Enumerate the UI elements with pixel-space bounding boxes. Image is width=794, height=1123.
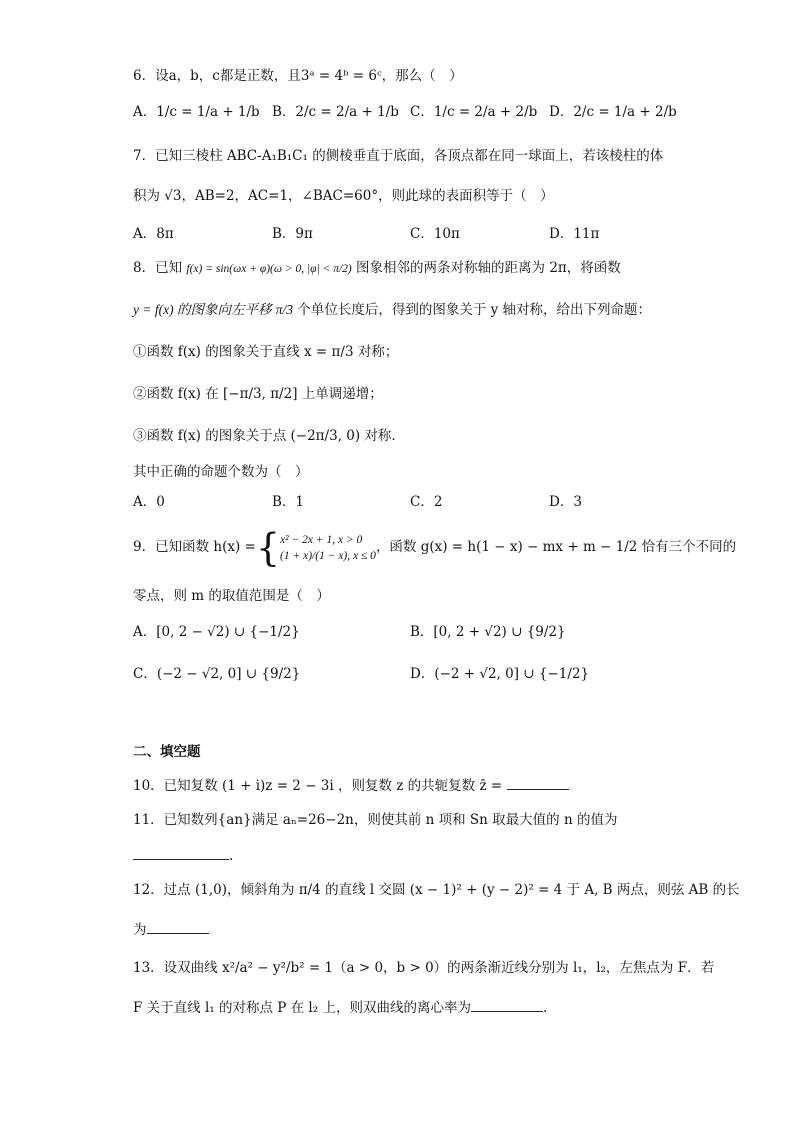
q9-option-b: B．[0, 2 + √2) ∪ {9/2}: [410, 624, 566, 640]
q11-answer-line: [133, 846, 233, 866]
q8-stem-suffix: 图象相邻的两条对称轴的距离为 2π，将函数: [356, 260, 621, 276]
q6-option-c: C．1/c = 2/a + 2/b: [410, 104, 538, 120]
q12-answer-blank[interactable]: [147, 921, 209, 934]
q10-line: [133, 776, 569, 796]
q8-stem-line2: [133, 300, 651, 320]
q9-stem-line1: [133, 520, 736, 574]
q6-stem: 6．设a，b，c都是正数，且3ᵃ = 4ᵇ = 6ᶜ，那么（ ）: [133, 68, 463, 84]
q11-period: .: [229, 848, 234, 864]
q8-stem-line1: [133, 258, 621, 279]
q8-question: 其中正确的命题个数为（ ）: [133, 464, 309, 480]
q7-stem-line2: 积为 √3，AB=2，AC=1，∠BAC=60°，则此球的表面积等于（ ）: [133, 188, 554, 204]
q6-option-d: D．2/c = 1/a + 2/b: [549, 104, 677, 120]
q9-option-a: A．[0, 2 − √2) ∪ {−1/2}: [133, 624, 300, 640]
section-title: 二、填空题: [133, 744, 201, 760]
q7-option-d: D．11π: [549, 226, 600, 242]
q7-option-c: C．10π: [410, 226, 460, 242]
q9-piece1: x² − 2x + 1, x > 0: [280, 533, 363, 546]
q8-shift-fraction: π/3: [275, 302, 294, 317]
q10-answer-blank[interactable]: [507, 777, 569, 790]
q10-stem: 10．已知复数 (1 + i)z = 2 − 3i ，则复数 z 的共轭复数 z̄ =: [133, 778, 503, 794]
q8-option-d: D．3: [549, 494, 582, 510]
q8-option-a: A．0: [133, 494, 165, 510]
q12-stem-wei: 为: [133, 922, 147, 938]
q13-answer-blank[interactable]: [471, 999, 543, 1012]
q13-stem-line2: [133, 998, 547, 1018]
q6-option-a: A．1/c = 1/a + 1/b: [133, 104, 260, 120]
q8-item2: ②函数 f(x) 在 [−π/3, π/2] 上单调递增；: [133, 386, 383, 402]
q7-option-a: A．8π: [133, 226, 174, 242]
q9-piece2: (1 + x)/(1 − x), x ≤ 0: [280, 549, 376, 562]
q9-piecewise: [280, 532, 376, 564]
q13-stem-line1: 13．设双曲线 x²/a² − y²/b² = 1（a > 0，b > 0）的两条渐近线分别为 l₁，l₂，左焦点为 F．若: [133, 960, 715, 976]
q8-shift-prefix: y = f(x) 的图象向左平移: [133, 302, 272, 317]
q8-function-def: f(x) = sin(ωx + φ)(ω > 0, |φ| < π/2): [186, 263, 352, 275]
q8-shift-suffix: 个单位长度后，得到的图象关于 y 轴对称，给出下列命题：: [297, 302, 652, 318]
q7-stem-line1: 7．已知三棱柱 ABC-A₁B₁C₁ 的侧棱垂直于底面，各顶点都在同一球面上，若该棱柱的体: [133, 148, 664, 164]
q11-stem: 11．已知数列{an}满足 aₙ=26−2n，则使其前 n 项和 Sn 取最大值的 n 的值为: [133, 812, 618, 828]
q13-stem-tail: F 关于直线 l₁ 的对称点 P 在 l₂ 上，则双曲线的离心率为: [133, 1000, 471, 1016]
q8-stem-prefix: 8．已知: [133, 260, 183, 276]
q11-answer-blank[interactable]: [133, 847, 229, 860]
q9-brace: {: [255, 525, 281, 570]
q7-option-b: B．9π: [272, 226, 313, 242]
q13-period: .: [542, 1000, 548, 1016]
q9-stem-line2: 零点，则 m 的取值范围是（ ）: [133, 588, 330, 604]
q9-stem-suffix: ，函数 g(x) = h(1 − x) − mx + m − 1/2 恰有三个不同的: [375, 539, 737, 555]
q8-option-b: B．1: [272, 494, 305, 510]
q8-item3: ③函数 f(x) 的图象关于点 (−2π/3, 0) 对称.: [133, 428, 396, 444]
q9-option-d: D．(−2 + √2, 0] ∪ {−1/2}: [410, 666, 590, 682]
q8-item1: ①函数 f(x) 的图象关于直线 x = π/3 对称；: [133, 344, 399, 360]
q12-stem-line2: [133, 920, 209, 940]
q6-option-b: B．2/c = 2/a + 1/b: [272, 104, 399, 120]
q12-stem-line1: 12．过点 (1,0)，倾斜角为 π/4 的直线 l 交圆 (x − 1)² + (y − 2)² = 4 于 A, B 两点，则弦 AB 的长: [133, 882, 740, 898]
q8-option-c: C．2: [410, 494, 443, 510]
q9-stem-prefix: 9．已知函数 h(x) =: [133, 539, 256, 555]
q9-option-c: C．(−2 − √2, 0] ∪ {9/2}: [133, 666, 301, 682]
